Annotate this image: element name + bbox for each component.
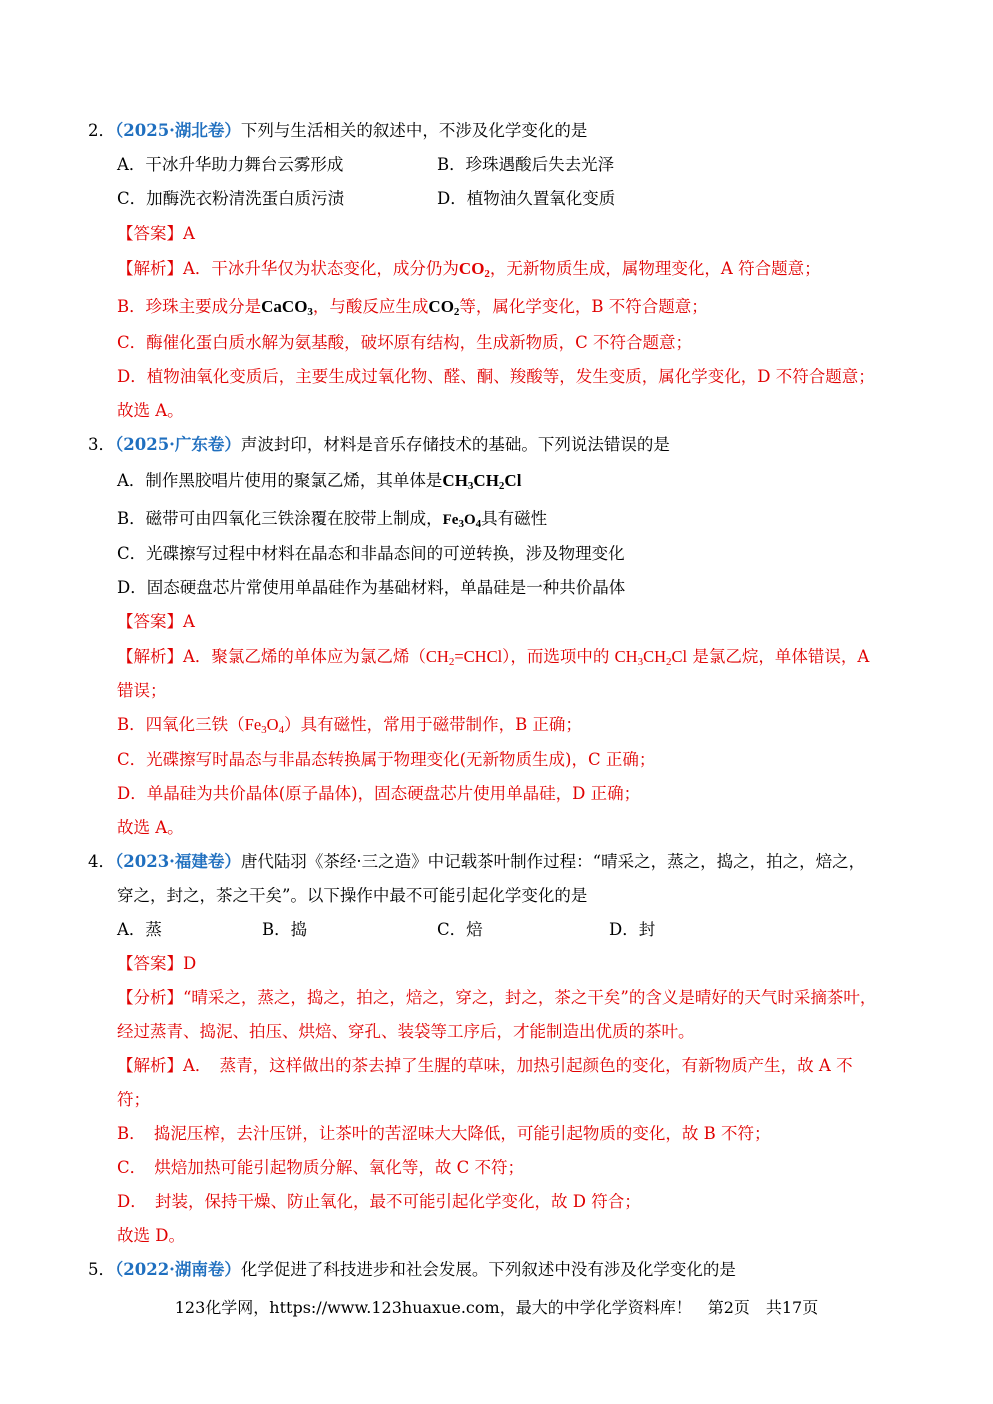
analysis-line: 经过蒸青、捣泥、拍压、烘焙、穿孔、装袋等工序后，才能制造出优质的茶叶。 [117,1022,695,1041]
question-text: 化学促进了科技进步和社会发展。下列叙述中没有涉及化学变化的是 [240,1260,736,1279]
option-a [117,470,521,492]
conclusion-line: 故选 D。 [117,1226,185,1245]
option-a: A．干冰升华助力舞台云雾形成 [117,155,344,174]
option-c: C．光碟擦写过程中材料在晶态和非晶态间的可逆转换，涉及物理变化 [117,544,625,563]
question-text: 唐代陆羽《茶经·三之造》中记载茶叶制作过程：“晴采之，蒸之，捣之，拍之，焙之， [240,852,866,871]
explanation-line [117,258,821,280]
question-number: 3． [88,435,115,454]
explanation-line: 【解析】A． 蒸青，这样做出的茶去掉了生腥的草味，加热引起颜色的变化，有新物质产生，故 A 不 [117,1056,853,1075]
explanation-text: 是氯乙烷，单体错误，A [687,647,870,666]
formula-co2: $CO_2$ [458,259,490,280]
explanation-line [117,714,582,736]
explanation-line: D．单晶硅为共价晶体(原子晶体)，固态硬盘芯片使用单晶硅，D 正确； [117,784,641,803]
question-text-continued: 穿之，封之，茶之干矣”。以下操作中最不可能引起化学变化的是 [117,886,588,905]
answer-line: 【答案】A [117,612,195,631]
explanation-text: 【解析】A．干冰升华仅为状态变化，成分仍为 [117,259,459,278]
question-source: （2023·福建卷） [115,852,241,871]
explanation-text: ，与酸反应生成 [312,297,429,316]
option-text: 具有磁性 [481,509,548,528]
formula-caco3: CaCO$_3$ [261,297,313,318]
option-b: B．捣 [262,920,308,939]
explanation-text: ）具有磁性，常用于磁带制作，B 正确； [284,715,582,734]
question-5-stem [88,1259,736,1281]
formula-ch2chcl: $CH_2=CHCl$ [425,647,503,668]
question-source: （2025·湖北卷） [115,121,241,140]
question-number: 5． [88,1260,115,1279]
explanation-line: D．植物油氧化变质后，主要生成过氧化物、醛、酮、羧酸等，发生变质，属化学变化，D 不符合题意； [117,367,875,386]
explanation-text: ，无新物质生成，属物理变化，A 符合题意； [489,259,821,278]
question-2-stem [88,120,587,142]
question-number: 2． [88,121,115,140]
option-d: D．固态硬盘芯片常使用单晶硅作为基础材料，单晶硅是一种共价晶体 [117,578,626,597]
analysis-line: 【分析】“晴采之，蒸之，捣之，拍之，焙之，穿之，封之，茶之干矣”的含义是晴好的天气时采摘茶叶， [117,988,877,1007]
formula-fe3o4: $Fe_3O_4$ [442,512,482,530]
option-b [117,508,547,531]
explanation-line: C． 烘焙加热可能引起物质分解、氧化等，故 C 不符； [117,1158,524,1177]
explanation-line: 符； [117,1090,150,1109]
formula-fe3o4: $Fe_3O_4$ [244,715,285,736]
question-source: （2022·湖南卷） [115,1260,241,1279]
page-footer: 123化学网，https://www.123huaxue.com，最大的中学化学资料库！ 第2页 共17页 [174,1298,819,1317]
explanation-text: 等，属化学变化，B 不符合题意； [459,297,708,316]
explanation-line [117,296,708,318]
question-text: 声波封印，材料是音乐存储技术的基础。下列说法错误的是 [240,435,670,454]
explanation-text: B．珍珠主要成分是 [117,297,262,316]
conclusion-line: 故选 A。 [117,818,184,837]
option-c: C．焙 [437,920,483,939]
explanation-line [117,646,869,668]
explanation-text: 【解析】A．聚氯乙烯的单体应为氯乙烯（ [117,647,426,666]
formula-ch3ch2cl: $CH_3CH_2Cl$ [442,471,522,492]
explanation-line: B． 捣泥压榨，去汁压饼，让茶叶的苦涩味大大降低，可能引起物质的变化，故 B 不符； [117,1124,771,1143]
option-c: C．加酶洗衣粉清洗蛋白质污渍 [117,189,345,208]
option-d: D．封 [609,920,656,939]
question-3-stem [88,434,670,456]
option-b: B．珍珠遇酸后失去光泽 [437,155,615,174]
question-number: 4． [88,852,115,871]
question-source: （2025·广东卷） [115,435,241,454]
question-4-stem [88,851,865,873]
option-text: A．制作黑胶唱片使用的聚氯乙烯，其单体是 [117,471,443,490]
answer-line: 【答案】D [117,954,197,973]
explanation-text: ），而选项中的 [502,647,615,666]
option-a: A．蒸 [117,920,162,939]
answer-line: 【答案】A [117,224,195,243]
explanation-line: D． 封装，保持干燥、防止氧化，最不可能引起化学变化，故 D 符合； [117,1192,641,1211]
question-text: 下列与生活相关的叙述中，不涉及化学变化的是 [240,121,588,140]
explanation-line: C．光碟擦写时晶态与非晶态转换属于物理变化(无新物质生成)，C 正确； [117,750,656,769]
formula-co2: $CO_2$ [428,297,460,318]
formula-ch3ch2cl: $CH_3CH_2Cl$ [614,647,688,668]
conclusion-line: 故选 A。 [117,401,184,420]
explanation-line: C．酶催化蛋白质水解为氨基酸，破坏原有结构，生成新物质，C 不符合题意； [117,333,692,352]
option-d: D．植物油久置氧化变质 [437,189,616,208]
explanation-line: 错误； [117,681,167,700]
option-text: B．磁带可由四氧化三铁涂覆在胶带上制成， [117,509,443,528]
explanation-text: B．四氧化三铁（ [117,715,245,734]
